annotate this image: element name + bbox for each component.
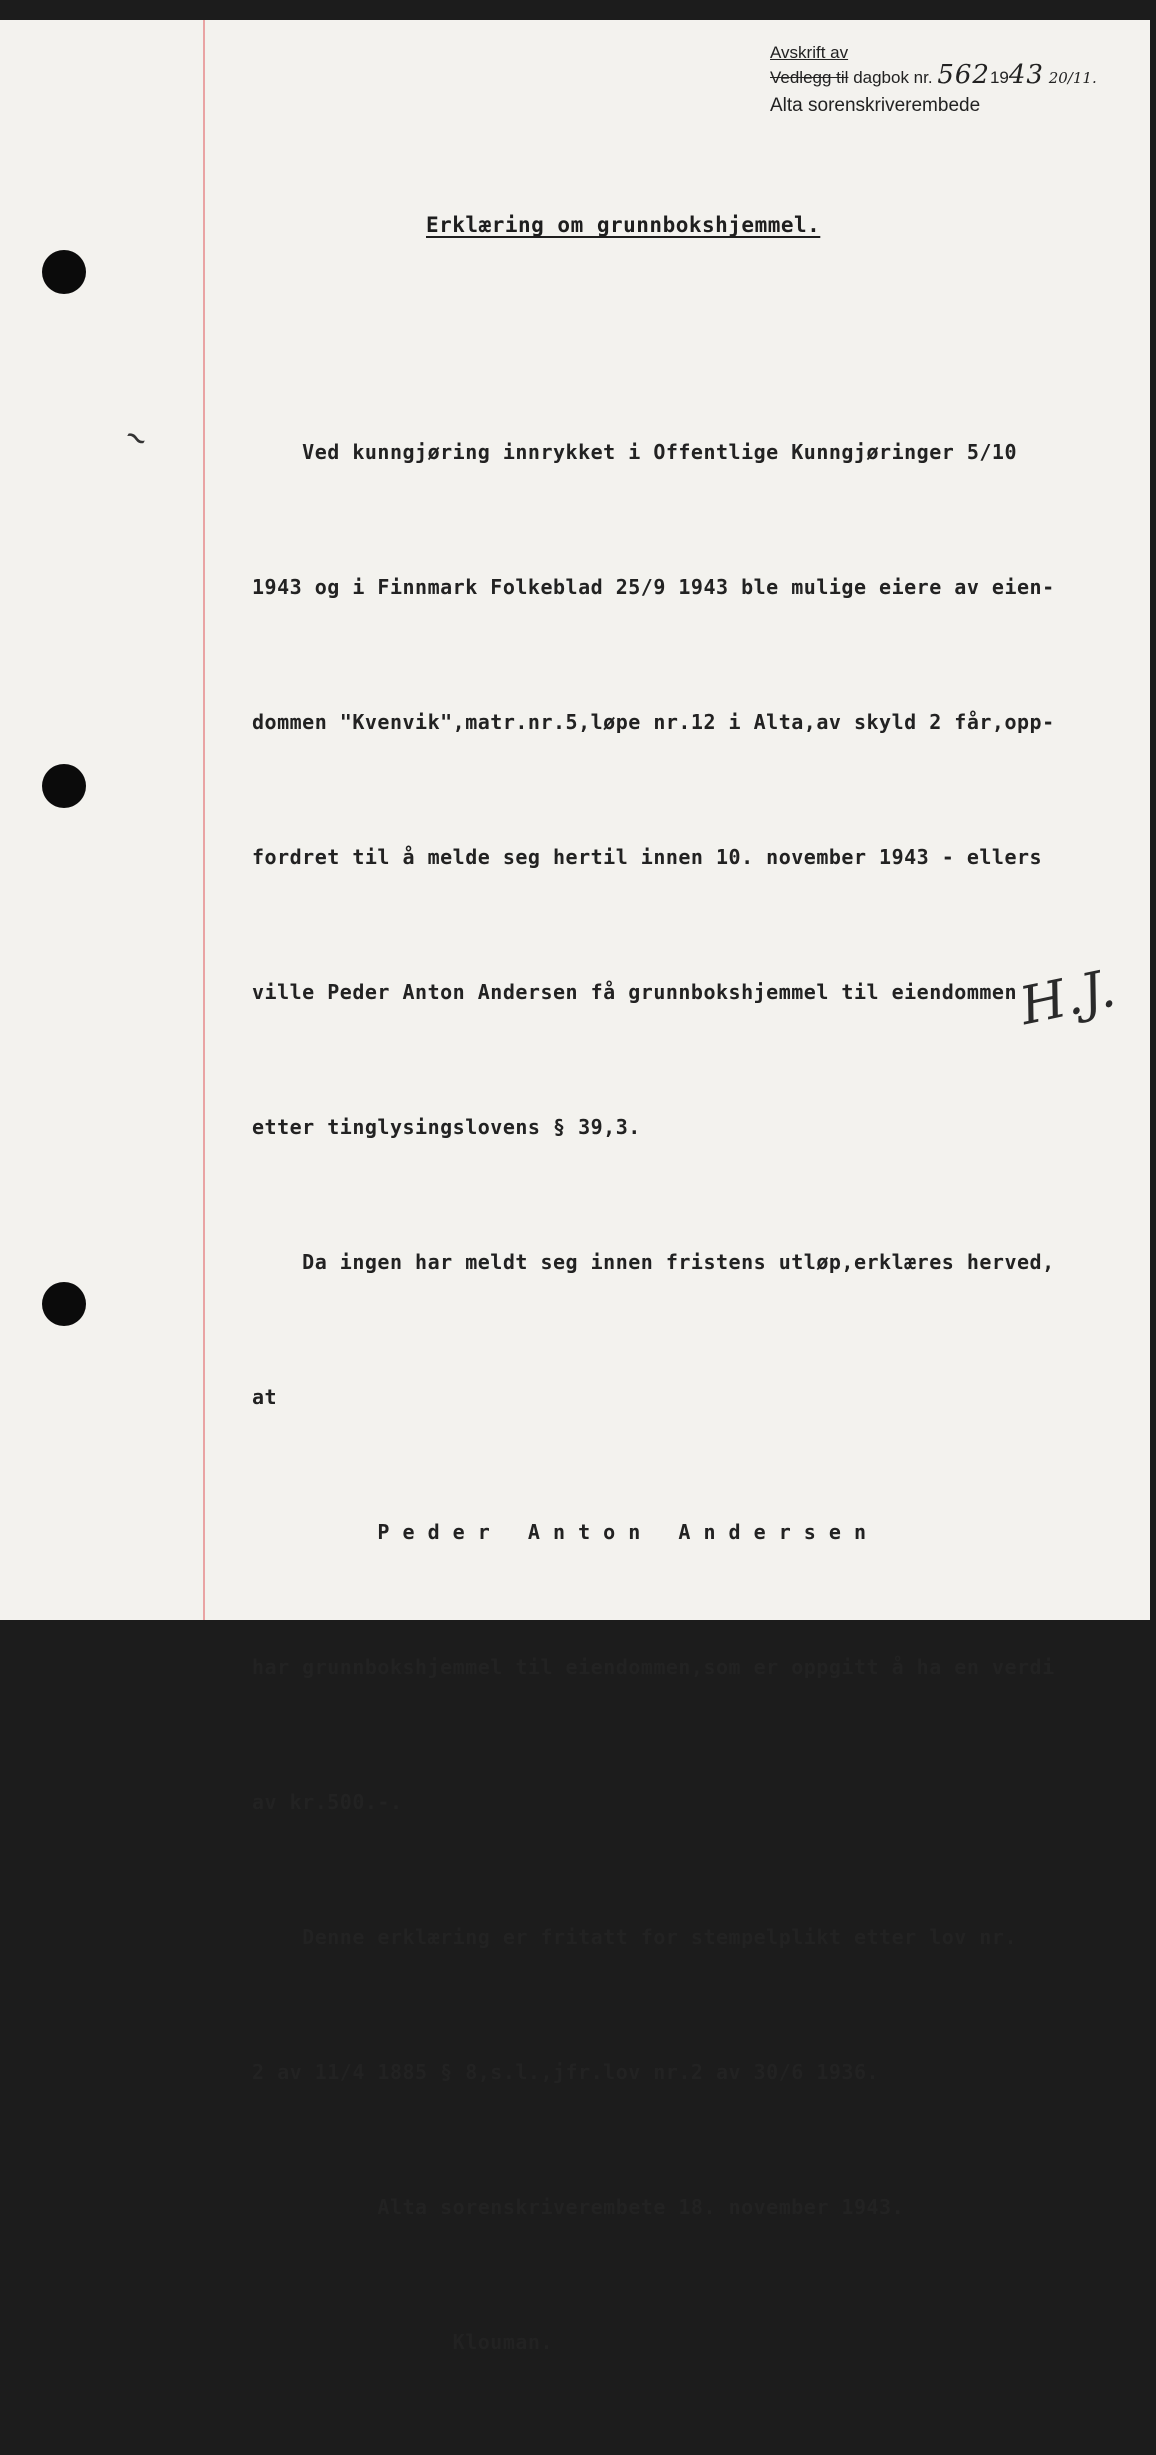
stamp-line-1 xyxy=(770,42,1097,89)
stamp-vedlegg: Vedlegg til xyxy=(770,68,849,87)
document-title: Erklæring om grunnbokshjemmel. xyxy=(426,213,821,237)
stamp-avskrift: Avskrift av xyxy=(770,43,849,62)
body-line: 2 av 11/4 1885 § 8,s.l.,jfr.lov nr.2 av 30/6 1936. xyxy=(252,2060,880,2084)
body-line: har grunnbokshjemmel til eiendommen,som er oppgitt å ha en verdi xyxy=(252,1655,1055,1679)
body-line: 1943 og i Finnmark Folkeblad 25/9 1943 ble mulige eiere av eien- xyxy=(252,575,1055,599)
body-line: Denne erklæring er fritatt for stempelplikt etter lov nr. xyxy=(252,1925,1018,1949)
margin-line xyxy=(203,20,205,1620)
office-name: Alta sorenskriverembede xyxy=(770,95,981,116)
dagbok-number: 562 xyxy=(937,60,990,90)
body-line: ville Peder Anton Andersen få grunnbokshjemmel til eiendommen xyxy=(252,980,1018,1004)
body-line: fordret til å melde seg hertil innen 10. november 1943 - ellers xyxy=(252,845,1043,869)
handwritten-date: 20/11. xyxy=(1048,69,1097,87)
body-line: etter tinglysingslovens § 39,3. xyxy=(252,1115,641,1139)
year-suffix: 43 xyxy=(1008,60,1044,90)
year-prefix: 19 xyxy=(989,68,1009,87)
body-line: Da ingen har meldt seg innen fristens utløp,erklæres herved, xyxy=(252,1250,1055,1274)
body-line: dommen "Kvenvik",matr.nr.5,løpe nr.12 i Alta,av skyld 2 får,opp- xyxy=(252,710,1055,734)
margin-tick-mark: ~ xyxy=(117,415,156,461)
handwritten-initials: H.J. xyxy=(1014,958,1121,1038)
body-line: av kr.500.-. xyxy=(252,1790,403,1814)
body-line: Ved kunngjøring innrykket i Offentlige Kunngjøringer 5/10 xyxy=(252,440,1018,464)
punch-hole-bottom xyxy=(42,1282,86,1326)
registry-stamp xyxy=(770,42,1097,117)
body-line-signatory: Klouman. xyxy=(252,2330,553,2354)
punch-hole-middle xyxy=(42,764,86,808)
body-line-place-date: Alta sorenskriverembete 18. november 1943. xyxy=(252,2195,905,2219)
punch-hole-top xyxy=(42,250,86,294)
document-body xyxy=(252,340,1132,2455)
body-line-name: P e d e r A n t o n A n d e r s e n xyxy=(252,1520,867,1544)
body-line: at xyxy=(252,1385,278,1409)
document-page xyxy=(0,20,1150,2354)
stamp-dagbok-label: dagbok nr. xyxy=(853,68,933,87)
